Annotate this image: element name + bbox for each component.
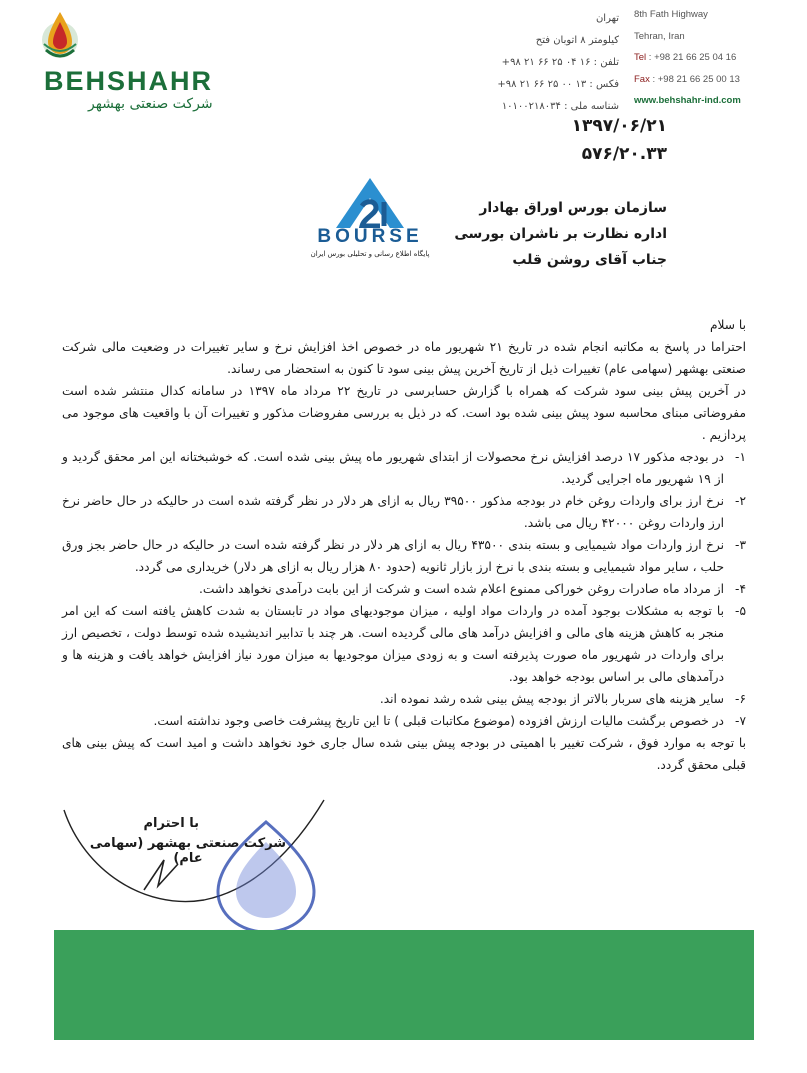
list-item: [62, 710, 746, 732]
brand-name-fa: شرکت صنعتی بهشهر: [88, 96, 213, 112]
item-text: نرخ ارز واردات مواد شیمیایی و بسته بندی ۴۳۵۰۰ ریال به ازای هر دلار در نظر گرفته شده است در حالیکه در حال حاضر بجز ورق حلب ، سایر مواد شیمیایی و بسته بندی با نرخ ارز بازار ثانویه (حدود ۸۰ هزار ریال به ازای هر دلار) خریداری می گردد.: [62, 538, 724, 574]
list-item: [62, 600, 746, 688]
footer-band: [54, 930, 754, 1040]
contact-fa: [419, 8, 619, 118]
item-number: ۶-: [735, 692, 746, 706]
signature-company: شرکت صنعتی بهشهر (سهامی عام): [89, 836, 287, 866]
greeting: با سلام: [709, 318, 746, 332]
item-text: نرخ ارز برای واردات روغن خام در بودجه مذکور ۳۹۵۰۰ ریال به ازای هر دلار در نظر گرفته شده است در حالیکه در حال حاضر نرخ ارز واردات روغن ۴۲۰۰۰ ریال می باشد.: [62, 494, 724, 530]
contact-en-city: Tehran, Iran: [634, 30, 685, 42]
contact-fa-address: کیلومتر ۸ اتوبان فتح: [535, 35, 619, 46]
contact-fa-city: تهران: [595, 13, 619, 24]
addressee-organization: سازمان بورس اوراق بهادار: [479, 200, 667, 216]
company-logo-mark: [40, 6, 80, 66]
letter-body: [62, 314, 746, 776]
list-item: [62, 688, 746, 710]
addressee-person: جناب آقای روشن قلب: [512, 252, 667, 268]
contact-fa-national-id: شناسه ملی : ۱۰۱۰۰۲۱۸۰۳۴: [501, 101, 619, 112]
item-text: سایر هزینه های سربار بالاتر از بودجه پیش بینی شده رشد نموده اند.: [379, 692, 724, 706]
list-item: [62, 534, 746, 578]
letter-reference: ۵۷۶/۲۰.۳۳: [581, 144, 667, 164]
item-number: ۲-: [735, 494, 746, 508]
signature-regards: با احترام: [143, 816, 199, 831]
list-item: [62, 578, 746, 600]
contact-fa-fax: فکس : ۱۳ ۰۰ ۲۵ ۶۶ ۲۱ ۹۸+: [497, 79, 619, 90]
fax-label: Fax: [634, 73, 650, 85]
item-number: ۷-: [735, 714, 746, 728]
list-item: [62, 490, 746, 534]
item-text: از مرداد ماه صادرات روغن خوراکی ممنوع اعلام شده است و شرکت از این بابت درآمدی نخواهد داشت.: [198, 582, 724, 596]
item-text: در خصوص برگشت مالیات ارزش افزوده (موضوع مکاتبات قبلی ) تا این تاریخ پیشرفت خاصی وجود نداشته است.: [153, 714, 724, 728]
bourse-wordmark: BOURSE: [317, 226, 423, 247]
addressee-department: اداره نظارت بر ناشران بورسی: [454, 226, 667, 242]
contact-en-fax: [634, 69, 804, 91]
contact-en-address: 8th Fath Highway: [634, 9, 708, 20]
list-item: [62, 446, 746, 490]
item-text: در بودجه مذکور ۱۷ درصد افزایش نرخ محصولات از ابتدای شهریور ماه پیش بینی شده است. که خوشبختانه این امر محقق گردید و از ۱۹ شهریور ماه اجرایی گردید.: [62, 450, 724, 486]
bourse-subtitle: پایگاه اطلاع رسانی و تحلیلی بورس ایران: [310, 250, 430, 258]
brand-name-en: BEHSHAHR: [44, 66, 214, 96]
contact-en-tel: [634, 47, 804, 69]
item-text: با توجه به مشکلات بوجود آمده در واردات مواد اولیه ، میزان موجودیهای مواد در تابستان به شدت کاهش یافته است که این امر منجر به کاهش هزینه های مالی و افزایش درآمد های مالی گردیده است. هر چند با تدابیر اندیشیده شده توسط دولت ، تخصیص ارز برای واردات در شهریور ماه صورت پذیرفته است و به زودی میزان موجودیها به میزان مورد نیاز افزایش خواهد یافت و هزینه ها و درآمدهای مالی بر اساس بودجه خواهد بود.: [62, 604, 724, 684]
item-number: ۱-: [735, 450, 746, 464]
paragraph-closing: با توجه به موارد فوق ، شرکت تغییر با اهمیتی در بودجه پیش بینی شده سال جاری خود نخواهد داشت و امید است که پیش بینی های قبلی محقق گردد.: [62, 736, 746, 772]
website-link[interactable]: www.behshahr-ind.com: [634, 95, 741, 106]
item-number: ۳-: [735, 538, 746, 552]
item-number: ۴-: [735, 582, 746, 596]
tel-value: : +98 21 66 25 04 16: [648, 52, 737, 63]
tel-label: Tel: [634, 52, 647, 63]
paragraph-context: در آخرین پیش بینی سود شرکت که همراه با گزارش حسابرسی در تاریخ ۲۲ مرداد ماه ۱۳۹۷ در سامانه کدال منتشر شده است مفروضاتی مبنای محاسبه سود پیش بینی شده بود است. که در ذیل به بررسی مفروضات مذکور و تغییرات آن با واقعیت های موجود می پردازیم .: [62, 384, 746, 442]
fax-value: : +98 21 66 25 00 13: [652, 73, 740, 85]
letter-date: ۱۳۹۷/۰۶/۲۱: [571, 116, 667, 136]
item-number: ۵-: [735, 604, 746, 618]
contact-en: [634, 4, 804, 112]
contact-fa-phone: تلفن : ۱۶ ۰۴ ۲۵ ۶۶ ۲۱ ۹۸+: [501, 57, 619, 68]
paragraph-intro: احتراما در پاسخ به مکاتبه انجام شده در تاریخ ۲۱ شهریور ماه در خصوص اخذ افزایش نرخ و سایر تغییرات در وضعیت مالی شرکت صنعتی بهشهر (سهامی عام) تغییرات ذیل از تاریخ آخرین پیش بینی سود تا کنون به استحضار می رساند.: [62, 340, 746, 376]
